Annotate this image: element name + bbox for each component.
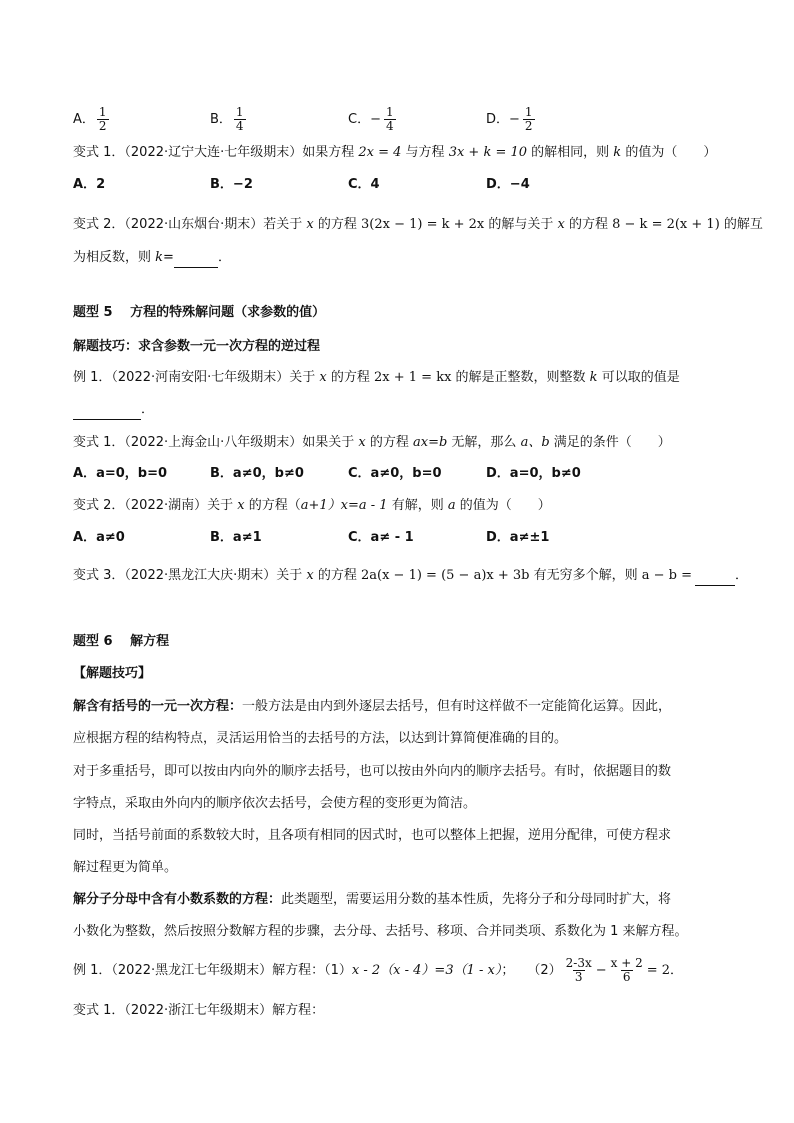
example-1-cont: ． [73, 400, 728, 420]
option-letter: D． [486, 112, 510, 127]
equation: ax=b [413, 435, 448, 450]
answer-blank [73, 405, 141, 420]
example-1: 例 1．（2022·黑龙江七年级期末）解方程：（1）x - 2（x - 4）=3（1 - x）； （2） $\frac{2-3x}{3}$ − $\frac{x + 2}{6}$ = 2． [73, 956, 684, 984]
question-variant-2: 变式 2．（2022·湖南）关于 x 的方程（a+1）x=a - 1 有解，则 a 的值为（ ） [73, 498, 551, 513]
question-variant-2: 变式 2．（2022·山东烟台·期末）若关于 x 的方程 3(2x − 1) = k + 2x 的解与关于 x 的方程 8 − k = 2(x + 1) 的解互 [73, 217, 763, 232]
equation: 8 − k = 2(x + 1) [612, 217, 720, 232]
tip-heading: 【解题技巧】 [73, 666, 152, 681]
option-d: D．a=0，b≠0 [486, 466, 581, 481]
equation: x - 2（x - 4）=3（1 - x） [351, 963, 502, 978]
paragraph: 同时，当括号前面的系数较大时，且各项有相同的因式时，也可以整体上把握，逆用分配律，可使方程求 [73, 828, 672, 843]
fraction: $\frac{2-3x}{3}$ [565, 956, 592, 984]
fraction: $\frac{1}{2}$ [524, 105, 533, 133]
option-d: D．− $\frac{1}{2}$ [486, 105, 533, 133]
option-letter: C． [348, 112, 371, 127]
option-b: B．a≠1 [210, 530, 262, 545]
paragraph: 对于多重括号，即可以按由内向外的顺序去括号，也可以按由外向内的顺序去括号。有时，依据题目的数 [73, 764, 672, 779]
equation: a+1）x=a - 1 [300, 498, 388, 513]
option-a: A．a≠0 [73, 530, 125, 545]
option-letter: B． [210, 112, 232, 127]
option-a: A．a=0，b=0 [73, 466, 168, 481]
section-heading-6: 题型 6 解方程 [73, 634, 170, 649]
option-d: D．a≠±1 [486, 530, 550, 545]
equation: 3x + k = 10 [448, 145, 528, 160]
fraction: $\frac{1}{4}$ [385, 105, 394, 133]
section-heading-5: 题型 5 方程的特殊解问题（求参数的值） [73, 305, 326, 320]
question-variant-1: 变式 1．（2022·浙江七年级期末）解方程： [73, 1003, 325, 1018]
paragraph: 字特点，采取由外向内的顺序依次去括号，会使方程的变形更为简洁。 [73, 796, 477, 811]
option-letter: A． [73, 112, 95, 127]
example-1: 例 1．（2022·河南安阳·七年级期末）关于 x 的方程 2x + 1 = kx 的解是正整数，则整数 k 可以取的值是 [73, 370, 680, 385]
fraction: $\frac{x + 2}{6}$ [610, 956, 643, 984]
equation: 2x + 1 = kx [374, 370, 452, 385]
paragraph: 解含有括号的一元一次方程：一般方法是由内到外逐层去括号，但有时这样做不一定能简化运算。因此， [73, 699, 672, 714]
equation: 2a(x − 1) = (5 − a)x + 3b [361, 568, 530, 583]
equation: a − b = [641, 568, 693, 583]
fraction: $\frac{1}{4}$ [235, 105, 244, 133]
answer-blank [695, 571, 735, 586]
equation: 2x = 4 [358, 145, 402, 160]
paragraph: 解过程更为简单。 [73, 860, 178, 875]
option-a [73, 106, 111, 133]
question-variant-2-cont: 为相反数，则 k= ． [73, 248, 728, 268]
tip-text: 解题技巧：求含参数一元一次方程的逆过程 [73, 339, 321, 354]
option-c: C．a≠ - 1 [348, 530, 414, 545]
paragraph: 应根据方程的结构特点，灵活运用恰当的去括号的方法，以达到计算简便准确的目的。 [73, 731, 568, 746]
paragraph: 小数化为整数，然后按照分数解方程的步骤，去分母、去括号、移项、合并同类项、系数化为 1 来解方程。 [73, 924, 688, 939]
option-c: C．4 [348, 177, 380, 192]
question-variant-1: 变式 1．（2022·辽宁大连·七年级期末）如果方程 2x = 4 与方程 3x + k = 10 的解相同，则 k 的值为（ ） [73, 145, 717, 160]
question-variant-3: 变式 3．（2022·黑龙江大庆·期末）关于 x 的方程 2a(x − 1) = (5 − a)x + 3b 有无穷多个解，则 a − b = ． [73, 566, 728, 586]
answer-blank [174, 253, 218, 268]
option-c: C．− $\frac{1}{4}$ [348, 105, 394, 133]
option-a: A．2 [73, 177, 106, 192]
paragraph: 解分子分母中含有小数系数的方程：此类题型，需要运用分数的基本性质，先将分子和分母同时扩大，将 [73, 892, 672, 907]
fraction: $\frac{1}{2}$ [98, 105, 107, 133]
option-b: B．a≠0，b≠0 [210, 466, 304, 481]
equation: 3(2x − 1) = k + 2x [361, 217, 485, 232]
question-variant-1: 变式 1．（2022·上海金山·八年级期末）如果关于 x 的方程 ax=b 无解，那么 a、b 满足的条件（ ） [73, 435, 671, 450]
option-b [210, 106, 248, 133]
option-d: D．−4 [486, 177, 530, 192]
option-b: B．−2 [210, 177, 253, 192]
option-c: C．a≠0，b=0 [348, 466, 442, 481]
